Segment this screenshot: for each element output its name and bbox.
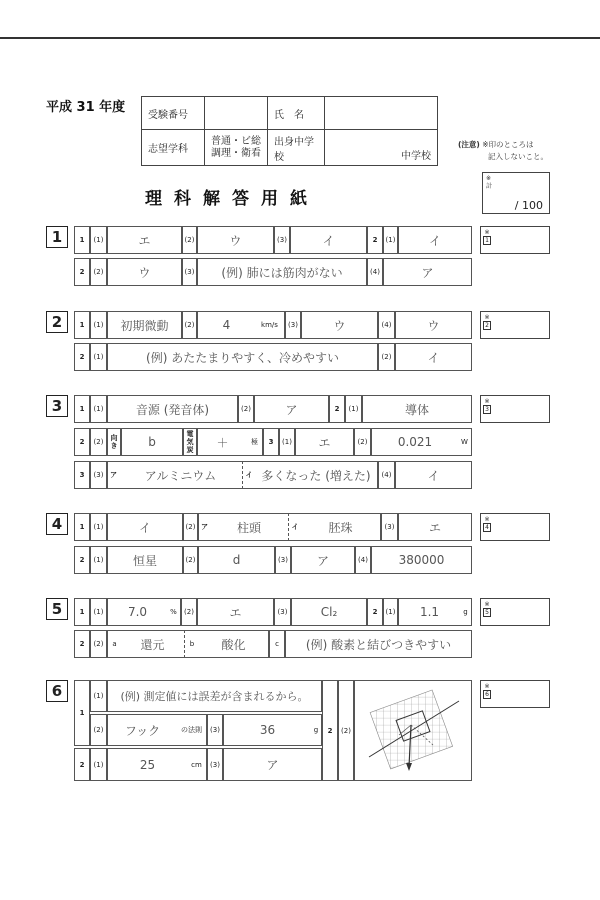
label: 2 — [367, 598, 383, 626]
unit-label: cm — [187, 748, 207, 781]
label: (3) — [275, 546, 291, 574]
exam-year: 平成 31 年度 — [46, 100, 126, 115]
answer-cell[interactable]: エ — [295, 428, 354, 456]
school-label: 出身中学校 — [268, 130, 325, 166]
label: (3) — [182, 258, 197, 286]
label: 1 — [74, 226, 90, 254]
school-field[interactable]: 中学校 — [325, 130, 438, 166]
label: a — [107, 630, 121, 658]
label: 2 — [329, 395, 345, 423]
answer-cell[interactable]: エ — [107, 226, 182, 254]
top-rule — [0, 37, 600, 39]
label: (2) — [90, 258, 107, 286]
answer-cell[interactable]: 恒星 — [107, 546, 183, 574]
label: 2 — [367, 226, 383, 254]
answer-cell[interactable]: 柱頭 — [210, 513, 289, 541]
label: (1) — [345, 395, 362, 423]
label: (2) — [238, 395, 254, 423]
name-field[interactable] — [325, 97, 438, 130]
label: ア — [107, 461, 119, 489]
answer-cell[interactable]: イ — [398, 226, 472, 254]
answer-cell[interactable]: (例) 測定値には誤差が含まれるから。 — [107, 680, 322, 712]
label: (4) — [378, 311, 395, 339]
score-box[interactable]: ※ 6 — [480, 680, 550, 708]
answer-cell[interactable]: 還元 — [121, 630, 185, 658]
label: (1) — [90, 598, 107, 626]
name-label: 氏 名 — [268, 97, 325, 130]
answer-cell[interactable]: d — [198, 546, 275, 574]
label: イ — [243, 461, 255, 489]
label: (4) — [378, 461, 395, 489]
label: (1) — [90, 343, 107, 371]
label: (3) — [381, 513, 398, 541]
examinee-info-table — [141, 96, 438, 166]
label: (2) — [182, 226, 197, 254]
answer-cell[interactable]: イ — [395, 343, 472, 371]
score-box[interactable]: ※ 2 — [480, 311, 550, 339]
page-title: 理科解答用紙 — [145, 189, 319, 209]
answer-cell[interactable]: 酸化 — [199, 630, 269, 658]
answer-cell[interactable]: ウ — [301, 311, 378, 339]
label: (2) — [354, 428, 371, 456]
answer-cell[interactable]: (例) あたたまりやすく、冷めやすい — [107, 343, 378, 371]
label: 2 — [74, 546, 90, 574]
answer-cell[interactable]: イ — [290, 226, 367, 254]
question-number: 4 — [46, 513, 68, 535]
label: 1 — [74, 311, 90, 339]
unit-label: W — [458, 428, 472, 456]
note: (注意) ※印のところは 記入しないこと。 — [458, 140, 548, 161]
label: 2 — [322, 680, 338, 781]
answer-cell[interactable]: イ — [395, 461, 472, 489]
label: (3) — [285, 311, 301, 339]
total-score-value: / 100 — [514, 199, 543, 212]
label: 2 — [74, 630, 90, 658]
answer-cell[interactable]: ウ — [107, 258, 182, 286]
force-diagram — [355, 681, 471, 780]
question-number: 1 — [46, 226, 68, 248]
label: (2) — [182, 311, 197, 339]
answer-cell[interactable]: ア — [254, 395, 329, 423]
exam-number-field[interactable] — [205, 97, 268, 130]
answer-cell[interactable]: 胚珠 — [301, 513, 381, 541]
answer-cell[interactable]: アルミニウム — [119, 461, 243, 489]
answer-cell[interactable]: 0.021 — [371, 428, 458, 456]
label: c — [269, 630, 285, 658]
answer-cell[interactable]: Cl₂ — [291, 598, 367, 626]
question-number: 6 — [46, 680, 68, 702]
label: (4) — [355, 546, 371, 574]
question-number: 2 — [46, 311, 68, 333]
label: (1) — [279, 428, 295, 456]
label: 2 — [74, 343, 90, 371]
label: (1) — [90, 226, 107, 254]
answer-cell[interactable]: 4 — [197, 311, 255, 339]
score-box[interactable]: ※ 1 — [480, 226, 550, 254]
label: (2) — [183, 513, 198, 541]
label: (2) — [181, 598, 197, 626]
answer-cell[interactable]: (例) 酸素と結びつきやすい — [285, 630, 472, 658]
label: (3) — [90, 461, 107, 489]
answer-cell[interactable]: ア — [383, 258, 472, 286]
answer-cell[interactable]: ウ — [197, 226, 274, 254]
label: (2) — [338, 680, 354, 781]
label: 1 — [74, 680, 90, 746]
label: 1 — [74, 598, 90, 626]
unit-label: g — [311, 714, 322, 746]
label: (1) — [90, 748, 107, 781]
answer-cell[interactable]: 1.1 — [398, 598, 460, 626]
unit-label: 極 — [247, 428, 263, 456]
label: 2 — [74, 748, 90, 781]
label: (4) — [367, 258, 383, 286]
answer-cell[interactable]: 音源 (発音体) — [107, 395, 238, 423]
label: (1) — [90, 395, 107, 423]
unit-label: % — [167, 598, 181, 626]
label: 1 — [74, 513, 90, 541]
answer-cell[interactable]: フック — [107, 714, 177, 746]
label: (3) — [274, 226, 290, 254]
label: 電気炭 — [183, 428, 197, 456]
course-options[interactable]: 普通・ビ総 調理・衛看 — [205, 130, 268, 166]
answer-cell[interactable]: ア — [223, 748, 322, 781]
unit-label: の法則 — [177, 714, 207, 746]
label: (1) — [383, 226, 398, 254]
answer-cell[interactable]: b — [121, 428, 183, 456]
label: (2) — [90, 428, 107, 456]
label: (2) — [90, 630, 107, 658]
label: (1) — [90, 546, 107, 574]
label: 1 — [74, 395, 90, 423]
question-number: 5 — [46, 598, 68, 620]
answer-cell[interactable]: エ — [398, 513, 472, 541]
label: ア — [198, 513, 210, 541]
score-box[interactable]: ※ 5 — [480, 598, 550, 626]
label: b — [185, 630, 199, 658]
unit-label: g — [460, 598, 472, 626]
label: 2 — [74, 258, 90, 286]
label: (2) — [183, 546, 198, 574]
label: 2 — [74, 428, 90, 456]
answer-cell[interactable]: 380000 — [371, 546, 472, 574]
total-score-box[interactable]: ※ 計 / 100 — [482, 172, 550, 214]
label: 3 — [74, 461, 90, 489]
label: 向き — [107, 428, 121, 456]
label: (1) — [90, 680, 107, 712]
course-label: 志望学科 — [142, 130, 205, 166]
label: 3 — [263, 428, 279, 456]
exam-number-label: 受験番号 — [142, 97, 205, 130]
answer-cell[interactable]: ア — [291, 546, 355, 574]
label: (2) — [90, 714, 107, 746]
answer-cell[interactable]: 7.0 — [107, 598, 167, 626]
score-box[interactable]: ※ 3 — [480, 395, 550, 423]
score-box[interactable]: ※ 4 — [480, 513, 550, 541]
answer-cell[interactable]: ウ — [395, 311, 472, 339]
answer-cell[interactable]: 導体 — [362, 395, 472, 423]
force-diagram-box[interactable] — [354, 680, 472, 781]
label: (1) — [90, 311, 107, 339]
label: (1) — [90, 513, 107, 541]
label: (2) — [378, 343, 395, 371]
answer-cell[interactable]: ＋ — [197, 428, 247, 456]
answer-cell[interactable]: 多くなった (増えた) — [255, 461, 378, 489]
label: (3) — [207, 748, 223, 781]
answer-cell[interactable]: エ — [197, 598, 274, 626]
unit-label: km/s — [255, 311, 285, 339]
answer-cell[interactable]: 25 — [107, 748, 187, 781]
answer-cell[interactable]: 36 — [223, 714, 311, 746]
answer-cell[interactable]: 初期微動 — [107, 311, 182, 339]
label: (3) — [207, 714, 223, 746]
label: イ — [289, 513, 301, 541]
answer-cell[interactable]: イ — [107, 513, 183, 541]
label: (1) — [383, 598, 398, 626]
label: (3) — [274, 598, 291, 626]
answer-cell[interactable]: (例) 肺には筋肉がない — [197, 258, 367, 286]
question-number: 3 — [46, 395, 68, 417]
